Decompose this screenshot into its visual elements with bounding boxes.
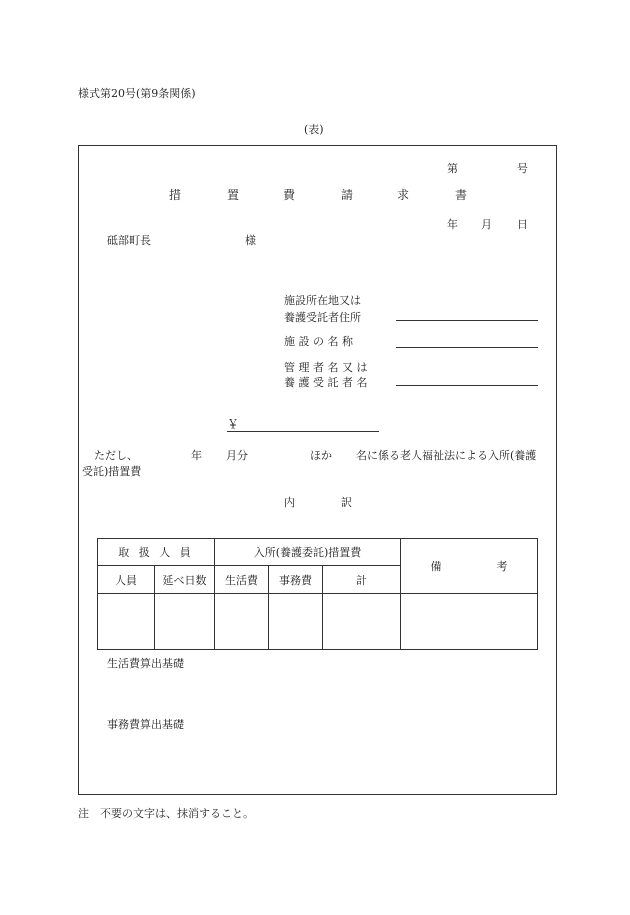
date-year: 年 [447,218,458,231]
group-header-cost: 入所(養護委託)措置費 [215,539,401,566]
statement-hoka: ほか [310,449,332,462]
statement-text: 名に係る老人福祉法による入所(養護 [356,449,537,462]
title-char-2: 置 [227,188,240,202]
title-char-4: 請 [341,188,354,202]
facility-name-label: 施 設 の 名 称 [284,335,353,348]
living-basis-label: 生活費算出基礎 [107,657,184,670]
title-char-3: 費 [283,188,296,202]
addressee-name: 砥部町長 [107,234,151,247]
col-header-persons: 人員 [98,566,155,594]
amount-line [227,431,379,432]
col-header-total: 計 [323,566,401,594]
cell-persons[interactable] [98,594,155,650]
doc-number-dai: 第 [447,162,458,175]
group-header-persons: 取 扱 人 員 [98,539,215,566]
cell-days[interactable] [155,594,215,650]
breakdown-heading-2: 訳 [341,496,352,509]
side-label: (表) [304,123,324,136]
remarks-header: 備 考 [401,539,538,594]
date-day: 日 [517,218,528,231]
address-label-1: 施設所在地又は [284,294,361,307]
cell-living[interactable] [215,594,269,650]
doc-number-go: 号 [517,162,528,175]
cell-office[interactable] [269,594,323,650]
facility-name-line [396,347,538,348]
yen-symbol: ￥ [227,417,240,431]
manager-line [396,385,538,386]
addressee-honorific: 様 [245,234,256,247]
manager-label-1: 管 理 者 名 又 は [284,361,368,374]
col-header-days: 延べ日数 [155,566,215,594]
statement-continuation: 受託)措置費 [82,465,142,478]
cell-remarks[interactable] [401,594,538,650]
title-char-5: 求 [397,188,410,202]
statement-year: 年 [191,449,202,462]
footnote: 注 不要の文字は、抹消すること。 [78,807,254,820]
manager-label-2: 養 護 受 託 者 名 [284,376,368,389]
title-char-1: 措 [169,188,182,202]
title-char-6: 書 [455,188,468,202]
address-line [396,320,538,321]
cell-total[interactable] [323,594,401,650]
breakdown-table [97,538,538,650]
col-header-office: 事務費 [269,566,323,594]
date-month: 月 [481,218,492,231]
col-header-living: 生活費 [215,566,269,594]
address-label-2: 養護受託者住所 [284,311,361,324]
breakdown-heading-1: 内 [284,496,295,509]
statement-prefix: ただし、 [94,449,138,462]
statement-month: 月分 [226,449,248,462]
form-number-label: 様式第20号(第9条関係) [78,87,196,100]
office-basis-label: 事務費算出基礎 [107,718,184,731]
